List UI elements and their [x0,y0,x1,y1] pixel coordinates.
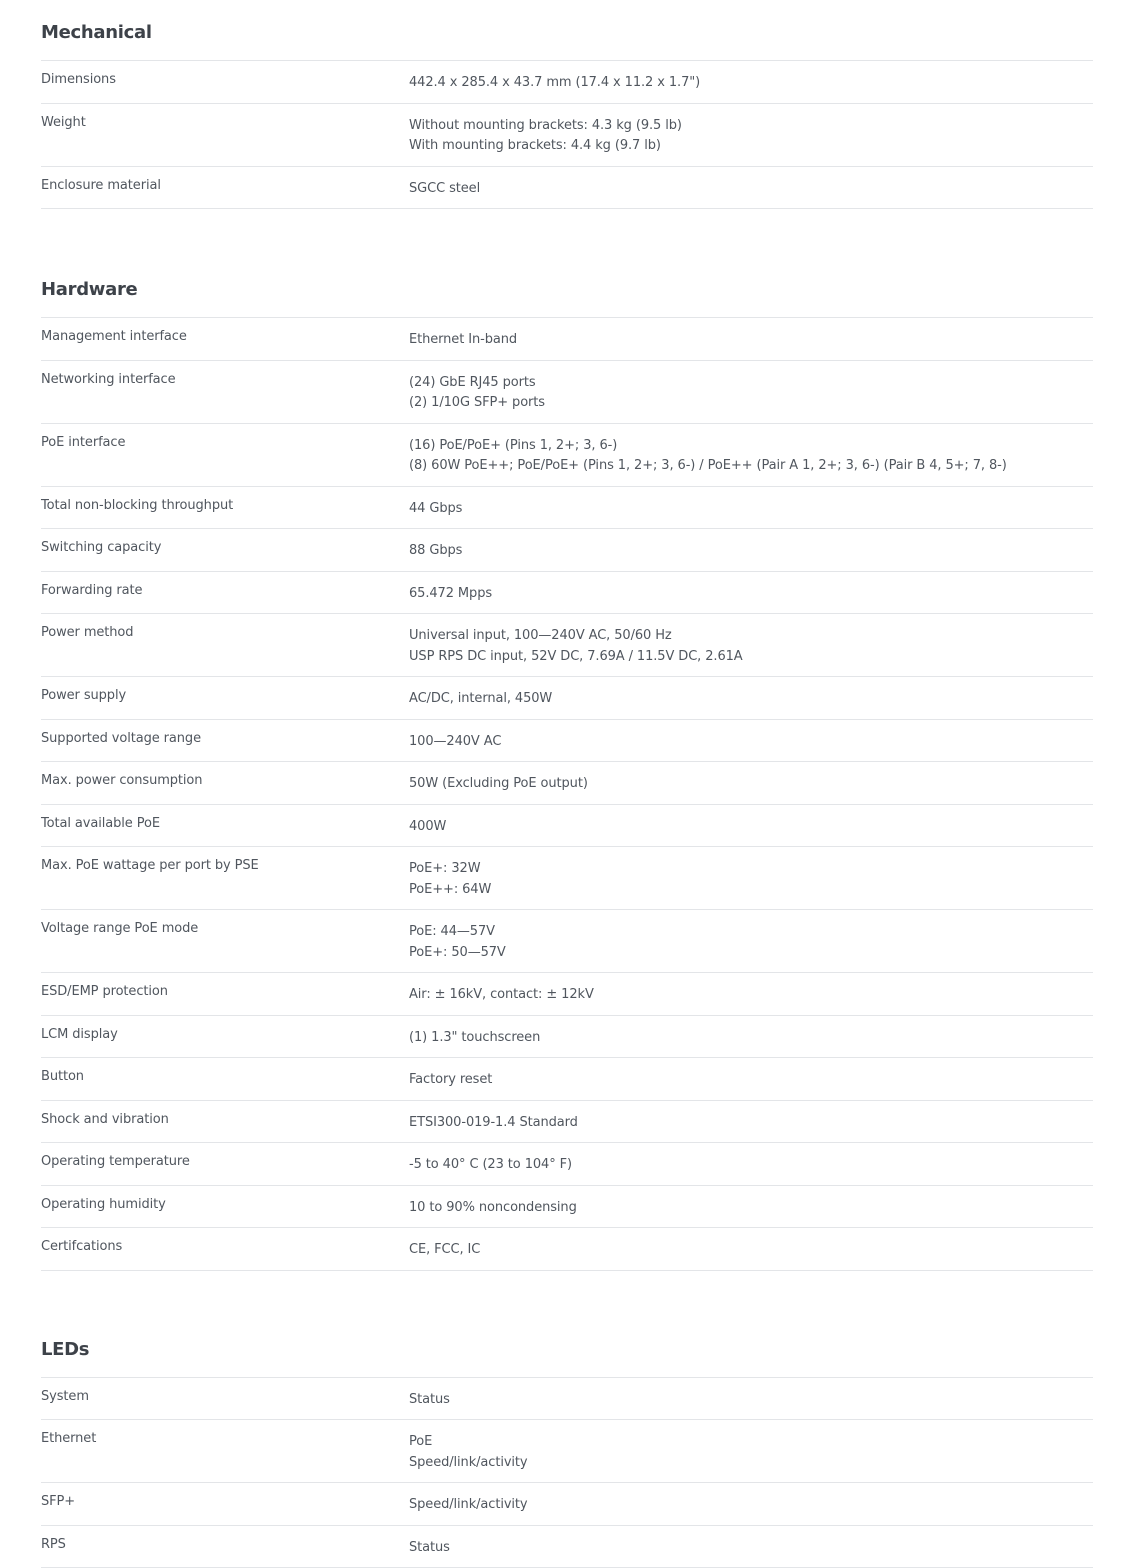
spec-value [409,1239,1093,1261]
spec-label: Ethernet [41,1431,409,1473]
spec-row [41,1228,1093,1271]
spec-value-line: Ethernet In-band [409,330,1093,351]
spec-label: Total available PoE [41,816,409,838]
spec-value-line: 88 Gbps [409,541,1093,562]
spec-value-line: 65.472 Mpps [409,584,1093,605]
spec-value [409,1027,1093,1049]
spec-value [409,115,1093,157]
spec-value-line: Air: ± 16kV, contact: ± 12kV [409,985,1093,1006]
spec-label: Supported voltage range [41,731,409,753]
spec-value-line: Factory reset [409,1070,1093,1091]
spec-value [409,1154,1093,1176]
spec-row [41,1483,1093,1526]
spec-value-line: (8) 60W PoE++; PoE/PoE+ (Pins 1, 2+; 3, 6-) / PoE++ (Pair A 1, 2+; 3, 6-) (Pair B 4, 5+; 7, 8-) [409,456,1093,477]
spec-value-line: (24) GbE RJ45 ports [409,373,1093,394]
spec-row [41,572,1093,615]
section-title: Mechanical [41,0,1093,61]
spec-value-line: (1) 1.3" touchscreen [409,1028,1093,1049]
spec-value-line: SGCC steel [409,179,1093,200]
spec-row [41,1526,1093,1568]
spec-label: Operating humidity [41,1197,409,1219]
spec-label: LCM display [41,1027,409,1049]
spec-label: Voltage range PoE mode [41,921,409,963]
spec-row [41,973,1093,1016]
section-title: Hardware [41,257,1093,318]
spec-value [409,540,1093,562]
spec-value-line: CE, FCC, IC [409,1240,1093,1261]
spec-label: Dimensions [41,72,409,94]
spec-value-line: Without mounting brackets: 4.3 kg (9.5 lb) [409,116,1093,137]
spec-label: Power method [41,625,409,667]
spec-value [409,984,1093,1006]
spec-value-line: 100—240V AC [409,732,1093,753]
spec-row [41,61,1093,104]
spec-value-line: PoE+: 50—57V [409,943,1093,964]
spec-value [409,625,1093,667]
spec-value [409,329,1093,351]
spec-value-line: With mounting brackets: 4.4 kg (9.7 lb) [409,136,1093,157]
spec-value [409,1112,1093,1134]
spec-value [409,1197,1093,1219]
spec-value [409,921,1093,963]
spec-row [41,614,1093,677]
spec-label: Power supply [41,688,409,710]
spec-value-line: AC/DC, internal, 450W [409,689,1093,710]
spec-value [409,178,1093,200]
section-title: LEDs [41,1317,1093,1378]
spec-row [41,529,1093,572]
spec-label: SFP+ [41,1494,409,1516]
spec-row [41,720,1093,763]
spec-value [409,731,1093,753]
spec-value [409,688,1093,710]
spec-value-line: 44 Gbps [409,499,1093,520]
spec-row [41,1420,1093,1483]
spec-row [41,847,1093,910]
spec-label: Max. PoE wattage per port by PSE [41,858,409,900]
spec-row [41,805,1093,848]
spec-row [41,1016,1093,1059]
spec-label: Shock and vibration [41,1112,409,1134]
spec-value [409,1494,1093,1516]
spec-row [41,1101,1093,1144]
spec-row [41,104,1093,167]
spec-label: Max. power consumption [41,773,409,795]
spec-label: Forwarding rate [41,583,409,605]
spec-label: Total non-blocking throughput [41,498,409,520]
spec-value-line: PoE++: 64W [409,880,1093,901]
spec-label: PoE interface [41,435,409,477]
spec-value-line: 50W (Excluding PoE output) [409,774,1093,795]
spec-row [41,677,1093,720]
spec-value [409,583,1093,605]
spec-row [41,762,1093,805]
spec-value [409,435,1093,477]
spec-value [409,1537,1093,1559]
spec-row [41,1378,1093,1421]
spec-value [409,1389,1093,1411]
spec-label: Networking interface [41,372,409,414]
spec-value-line: -5 to 40° C (23 to 104° F) [409,1155,1093,1176]
mechanical-section [41,0,1093,209]
spec-value-line: 400W [409,817,1093,838]
spec-value-line: Universal input, 100—240V AC, 50/60 Hz [409,626,1093,647]
spec-value-line: USP RPS DC input, 52V DC, 7.69A / 11.5V DC, 2.61A [409,647,1093,668]
spec-row [41,1058,1093,1101]
spec-value-line: 10 to 90% noncondensing [409,1198,1093,1219]
hardware-section [41,257,1093,1271]
spec-value [409,858,1093,900]
spec-label: Switching capacity [41,540,409,562]
spec-row [41,361,1093,424]
spec-value [409,773,1093,795]
spec-label: Button [41,1069,409,1091]
spec-row [41,487,1093,530]
spec-value-line: Speed/link/activity [409,1453,1093,1474]
spec-row [41,424,1093,487]
leds-section [41,1317,1093,1568]
spec-label: RPS [41,1537,409,1559]
spec-label: Certifcations [41,1239,409,1261]
spec-value [409,372,1093,414]
spec-value-line: PoE [409,1432,1093,1453]
spec-value-line: (16) PoE/PoE+ (Pins 1, 2+; 3, 6-) [409,436,1093,457]
spec-row [41,167,1093,210]
spec-value-line: ETSI300-019-1.4 Standard [409,1113,1093,1134]
spec-value-line: (2) 1/10G SFP+ ports [409,393,1093,414]
spec-label: Weight [41,115,409,157]
spec-label: Operating temperature [41,1154,409,1176]
spec-label: ESD/EMP protection [41,984,409,1006]
spec-value-line: PoE+: 32W [409,859,1093,880]
spec-value-line: Status [409,1538,1093,1559]
spec-sheet [41,0,1093,1568]
spec-label: Enclosure material [41,178,409,200]
spec-value [409,1069,1093,1091]
spec-value-line: PoE: 44—57V [409,922,1093,943]
spec-value [409,816,1093,838]
spec-label: Management interface [41,329,409,351]
spec-label: System [41,1389,409,1411]
spec-row [41,1186,1093,1229]
spec-row [41,910,1093,973]
spec-row [41,318,1093,361]
spec-value [409,72,1093,94]
spec-value [409,1431,1093,1473]
spec-value [409,498,1093,520]
spec-value-line: Speed/link/activity [409,1495,1093,1516]
spec-row [41,1143,1093,1186]
spec-value-line: 442.4 x 285.4 x 43.7 mm (17.4 x 11.2 x 1.7") [409,73,1093,94]
spec-value-line: Status [409,1390,1093,1411]
